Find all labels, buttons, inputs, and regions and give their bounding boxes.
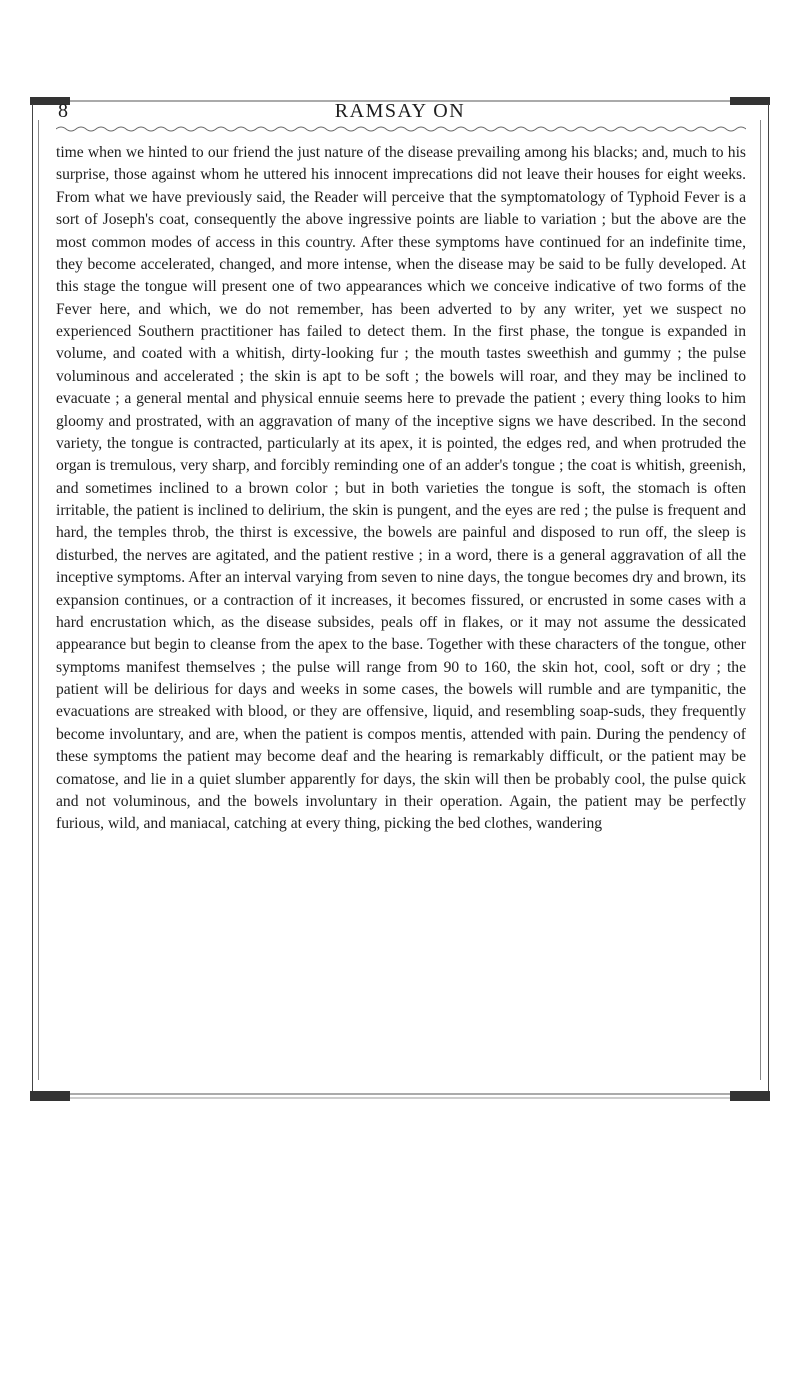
page-number: 8 xyxy=(58,100,69,122)
body-paragraph: time when we hinted to our friend the just nature of the disease prevailing among his blacks; and, much to his surprise, those against whom he uttered his innocent imprecations did not leave their houses for eight weeks. From what we have previously said, the Reader will perceive that the symptomatology of Typhoid Fever is a sort of Joseph's coat, consequently the above ingressive points are liable to variation ; but the above are the most common modes of access in this country. After these symptoms have continued for an indefinite time, they become accelerated, changed, and more intense, when the disease may be said to be fully developed. At this stage the tongue will present one of two appearances which we conceive indicative of two forms of the Fever here, and which, we do not remember, has been adverted to by any writer, yet we suspect no experienced Southern practitioner has failed to detect them. In the first phase, the tongue is expanded in volume, and coated with a whitish, dirty-looking fur ; the mouth tastes sweethish and gummy ; the pulse voluminous and accelerated ; the skin is apt to be soft ; the bowels will roar, and they may be inclined to evacuate ; a general mental and physical ennuie seems here to prevade the patient ; every thing looks to him gloomy and prostrated, with an aggravation of many of the inceptive signs we have described. In the second variety, the tongue is contracted, particularly at its apex, it is pointed, the edges red, and when protruded the organ is tremulous, very sharp, and forcibly reminding one of an adder's tongue ; the coat is whitish, greenish, and sometimes inclined to a brown color ; but in both varieties the tongue is soft, the stomach is often irritable, the patient is inclined to delirium, the skin is pungent, and the eyes are red ; the pulse is frequent and hard, the temples throb, the thirst is excessive, the bowels are painful and disposed to run off, the sleep is disturbed, the nerves are agitated, and the patient restive ; in a word, there is a general aggravation of all the inceptive symptoms. After an interval varying from seven to nine days, the tongue becomes dry and brown, its expansion continues, or a contraction of it increases, it becomes fissured, or encrusted in some cases with a hard encrustation which, as the disease subsides, peals off in flakes, or it may not assume the dessicated appearance but begin to cleanse from the apex to the base. Together with these characters of the tongue, other symptoms manifest themselves ; the pulse will range from 90 to 160, the skin hot, cool, soft or dry ; the patient will be delirious for days and weeks in some cases, the bowels will rumble and are tympanitic, the evacuations are streaked with blood, or they are offensive, liquid, and resembling soap-suds, they frequently become involuntary, and are, when the patient is compos mentis, attended with pain. During the pendency of these symptoms the patient may become deaf and the hearing is remarkably difficult, or the patient may be comatose, and lie in a quiet slumber apparently for days, the skin will then be probably cool, the pulse quick and not voluminous, and the bowels involuntary in their operation. Again, the patient may be perfectly furious, wild, and maniacal, catching at every thing, picking the bed clothes, wandering xyxy=(56,144,746,833)
running-head: RAMSAY ON xyxy=(334,100,466,122)
right-inner-rule xyxy=(760,120,761,1080)
body-text xyxy=(56,142,746,836)
wavy-header-rule xyxy=(56,125,746,133)
right-border-rule xyxy=(762,104,769,1092)
left-inner-rule xyxy=(38,120,39,1080)
bottom-ornamental-rule xyxy=(30,1090,770,1102)
